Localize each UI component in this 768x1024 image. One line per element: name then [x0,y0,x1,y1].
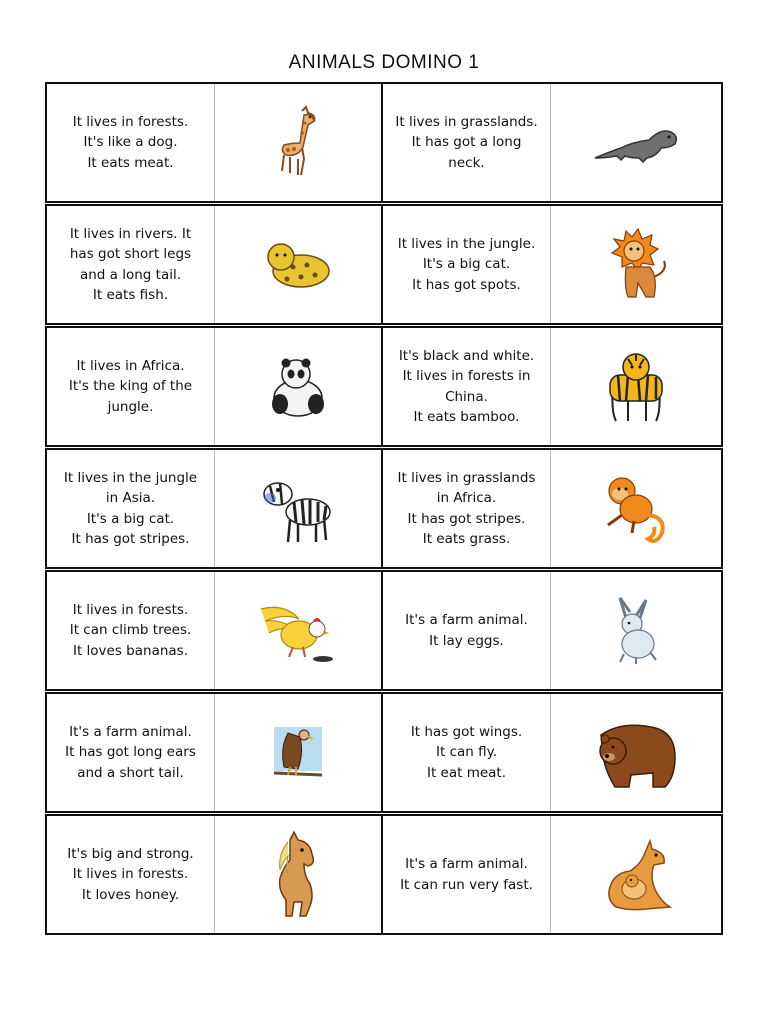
clue-text: It's big and strong. It lives in forests. It loves honey. [67,845,194,903]
lion-icon [596,227,676,303]
clue-text: It lives in rivers. It has got short legs and a long tail. It eats fish. [69,225,192,303]
clue-cell [383,450,551,567]
domino-row [45,82,723,203]
clue-text: It lives in forests. It can climb trees. It loves bananas. [69,601,192,659]
picture-cell [551,84,721,201]
picture-cell [215,84,383,201]
picture-cell [215,206,383,323]
clue-cell [47,206,215,323]
clue-text: It lives in forests. It's like a dog. It eats meat. [72,113,189,171]
domino-row [45,326,723,447]
picture-cell [215,694,383,811]
picture-cell [551,328,721,445]
page-title: ANIMALS DOMINO 1 [288,52,480,73]
bear-icon [591,715,681,791]
clue-text: It's a farm animal. It lay eggs. [405,612,528,649]
picture-cell [551,206,721,323]
clue-cell [47,694,215,811]
monkey-icon [598,469,674,549]
clue-text: It lives in the jungle. It's a big cat. It has got spots. [397,235,536,293]
clue-text: It lives in the jungle in Asia. It's a big cat. It has got stripes. [63,469,198,547]
clue-text: It's a farm animal. It has got long ears and a short tail. [65,723,196,781]
clue-text: It lives in Africa. It's the king of the jungle. [68,357,193,415]
domino-row [45,692,723,813]
picture-cell [551,450,721,567]
leopard-icon [263,235,333,295]
horse-icon [268,830,328,920]
domino-row [45,448,723,569]
picture-cell [551,572,721,689]
clue-cell [47,816,215,933]
otter-icon [591,118,681,168]
clue-cell [47,84,215,201]
picture-cell [215,450,383,567]
clue-cell [383,328,551,445]
domino-row [45,570,723,691]
giraffe-icon [268,103,328,183]
clue-cell [47,450,215,567]
tiger-icon [600,349,672,425]
panda-icon [266,354,330,420]
clue-cell [383,694,551,811]
clue-text: It lives in grasslands in Africa. It has got stripes. It eats grass. [397,469,536,547]
clue-text: It's black and white. It lives in forests in China. It eats bamboo. [398,347,535,425]
picture-cell [551,816,721,933]
rabbit-icon [606,596,666,666]
clue-cell [383,816,551,933]
domino-row [45,814,723,935]
clue-cell [383,572,551,689]
zebra-icon [260,472,336,546]
clue-cell [383,206,551,323]
clue-text: It lives in grasslands. It has got a long neck. [395,113,538,171]
clue-text: It's a farm animal. It can run very fast. [400,856,533,893]
picture-cell [215,816,383,933]
domino-grid [45,82,723,935]
picture-cell [551,694,721,811]
hen-icon [255,599,341,663]
picture-cell [215,572,383,689]
domino-row [45,204,723,325]
clue-cell [47,328,215,445]
vulture-icon [270,723,326,783]
clue-cell [383,84,551,201]
kangaroo-icon [600,835,672,915]
picture-cell [215,328,383,445]
clue-cell [47,572,215,689]
clue-text: It has got wings. It can fly. It eat meat. [410,723,523,781]
